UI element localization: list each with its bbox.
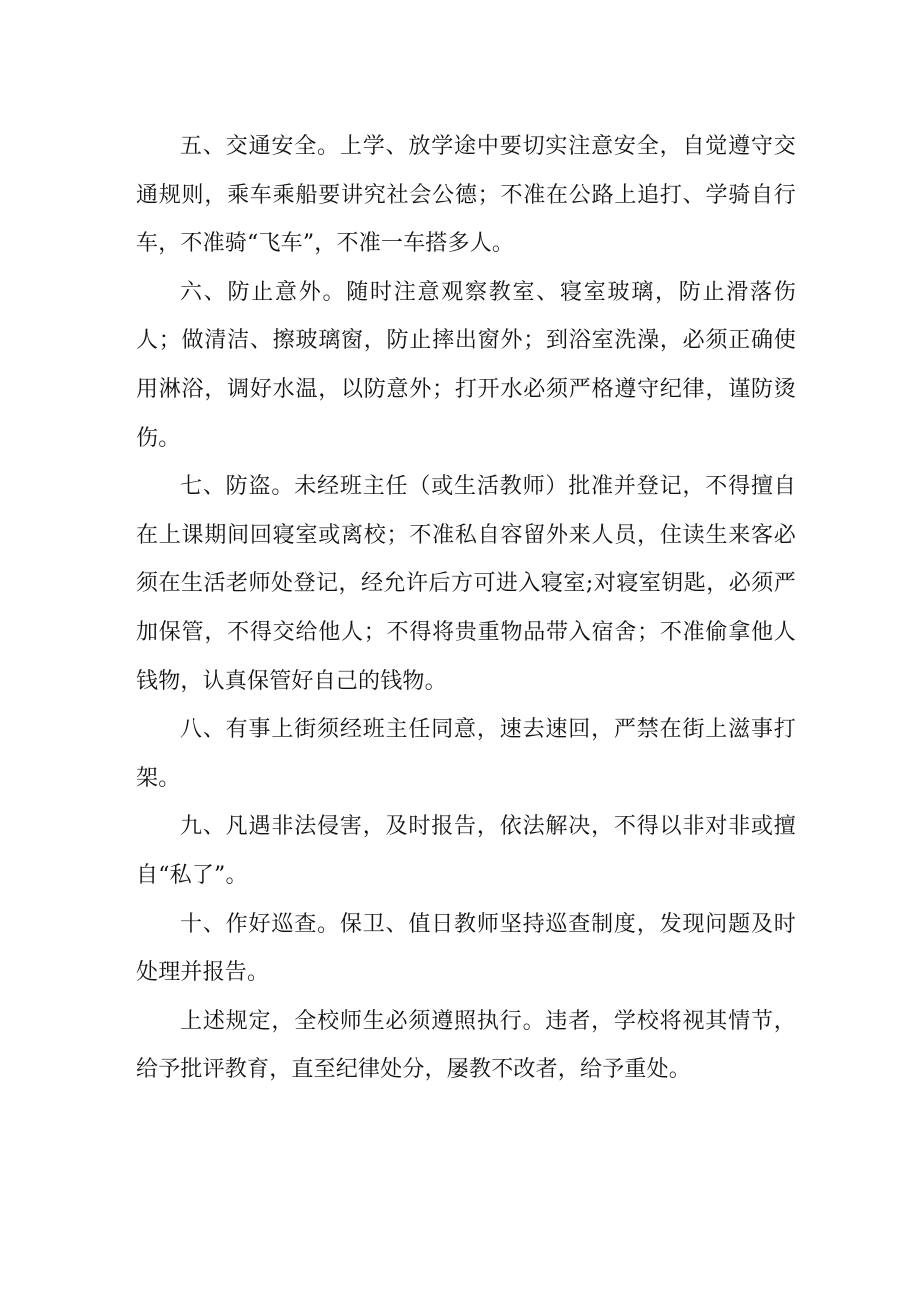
paragraph-going-out: 八、有事上街须经班主任同意，速去速回，严禁在街上滋事打架。	[136, 717, 796, 791]
paragraph-theft-prevention: 七、防盗。未经班主任（或生活教师）批准并登记，不得擅自在上课期间回寝室或离校；不准私自容留外来人员，住读生来客必须在生活老师处登记，经允许后方可进入寝室;对寝室钥匙，必须严加保管，不得交给他人；不得将贵重物品带入宿舍；不准偷拿他人钱物，认真保管好自己的钱物。	[136, 474, 796, 694]
paragraph-enforcement: 上述规定，全校师生必须遵照执行。违者，学校将视其情节，给予批评教育，直至纪律处分，屡教不改者，给予重处。	[136, 1008, 796, 1083]
paragraph-illegal-infringement: 九、凡遇非法侵害，及时报告，依法解决，不得以非对非或擅自“私了”。	[136, 814, 796, 888]
document-body	[136, 123, 796, 1095]
paragraph-patrol: 十、作好巡查。保卫、值日教师坚持巡查制度，发现问题及时处理并报告。	[136, 911, 796, 986]
paragraph-traffic-safety: 五、交通安全。上学、放学途中要切实注意安全，自觉遵守交通规则，乘车乘船要讲究社会公德；不准在公路上追打、学骑自行车，不准骑“飞车”，不准一车搭多人。	[136, 134, 796, 257]
paragraph-accident-prevention: 六、防止意外。随时注意观察教室、寝室玻璃，防止滑落伤人；做清洁、擦玻璃窗，防止摔出窗外；到浴室洗澡，必须正确使用淋浴，调好水温，以防意外；打开水必须严格遵守纪律，谨防烫伤。	[136, 279, 796, 451]
